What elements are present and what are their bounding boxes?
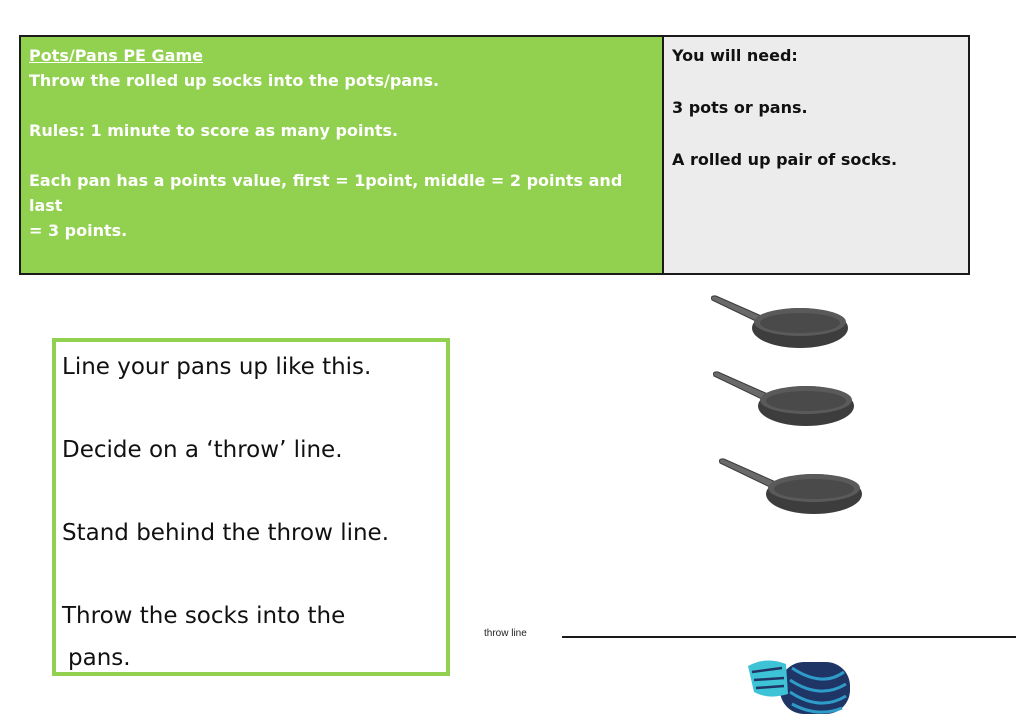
throw-line (562, 636, 1016, 638)
instruction-step-1: Line your pans up like this. (62, 354, 372, 380)
throw-line-label: throw line (484, 628, 527, 639)
equipment-cell (664, 37, 968, 273)
instruction-step-4: Throw the socks into the (62, 603, 346, 629)
game-rules-cell (21, 37, 664, 273)
frying-pan-icon (708, 292, 850, 354)
equipment-item-socks: A rolled up pair of socks. (672, 150, 898, 169)
spacer (62, 471, 440, 512)
instruction-step-2: Decide on a ‘throw’ line. (62, 437, 343, 463)
spacer (29, 143, 654, 168)
info-table (19, 35, 970, 275)
spacer (62, 388, 440, 429)
points-line-1: Each pan has a points value, first = 1point, middle = 2 points and last (29, 171, 623, 215)
game-intro: Throw the rolled up socks into the pots/pans. (29, 71, 440, 90)
frying-pan-icon (716, 455, 864, 519)
spacer (672, 69, 960, 95)
equipment-item-pans: 3 pots or pans. (672, 98, 808, 117)
instructions-box (52, 338, 450, 676)
game-title: Pots/Pans PE Game (29, 46, 203, 65)
instruction-step-3: Stand behind the throw line. (62, 520, 390, 546)
spacer (29, 93, 654, 118)
instruction-step-4-cont: pans. (68, 645, 131, 671)
spacer (62, 554, 440, 595)
frying-pan-icon (710, 368, 856, 432)
spacer (672, 121, 960, 147)
equipment-heading: You will need: (672, 46, 798, 65)
rolled-socks-icon (742, 654, 858, 720)
points-line-2: = 3 points. (29, 221, 128, 240)
game-rules: Rules: 1 minute to score as many points. (29, 121, 399, 140)
